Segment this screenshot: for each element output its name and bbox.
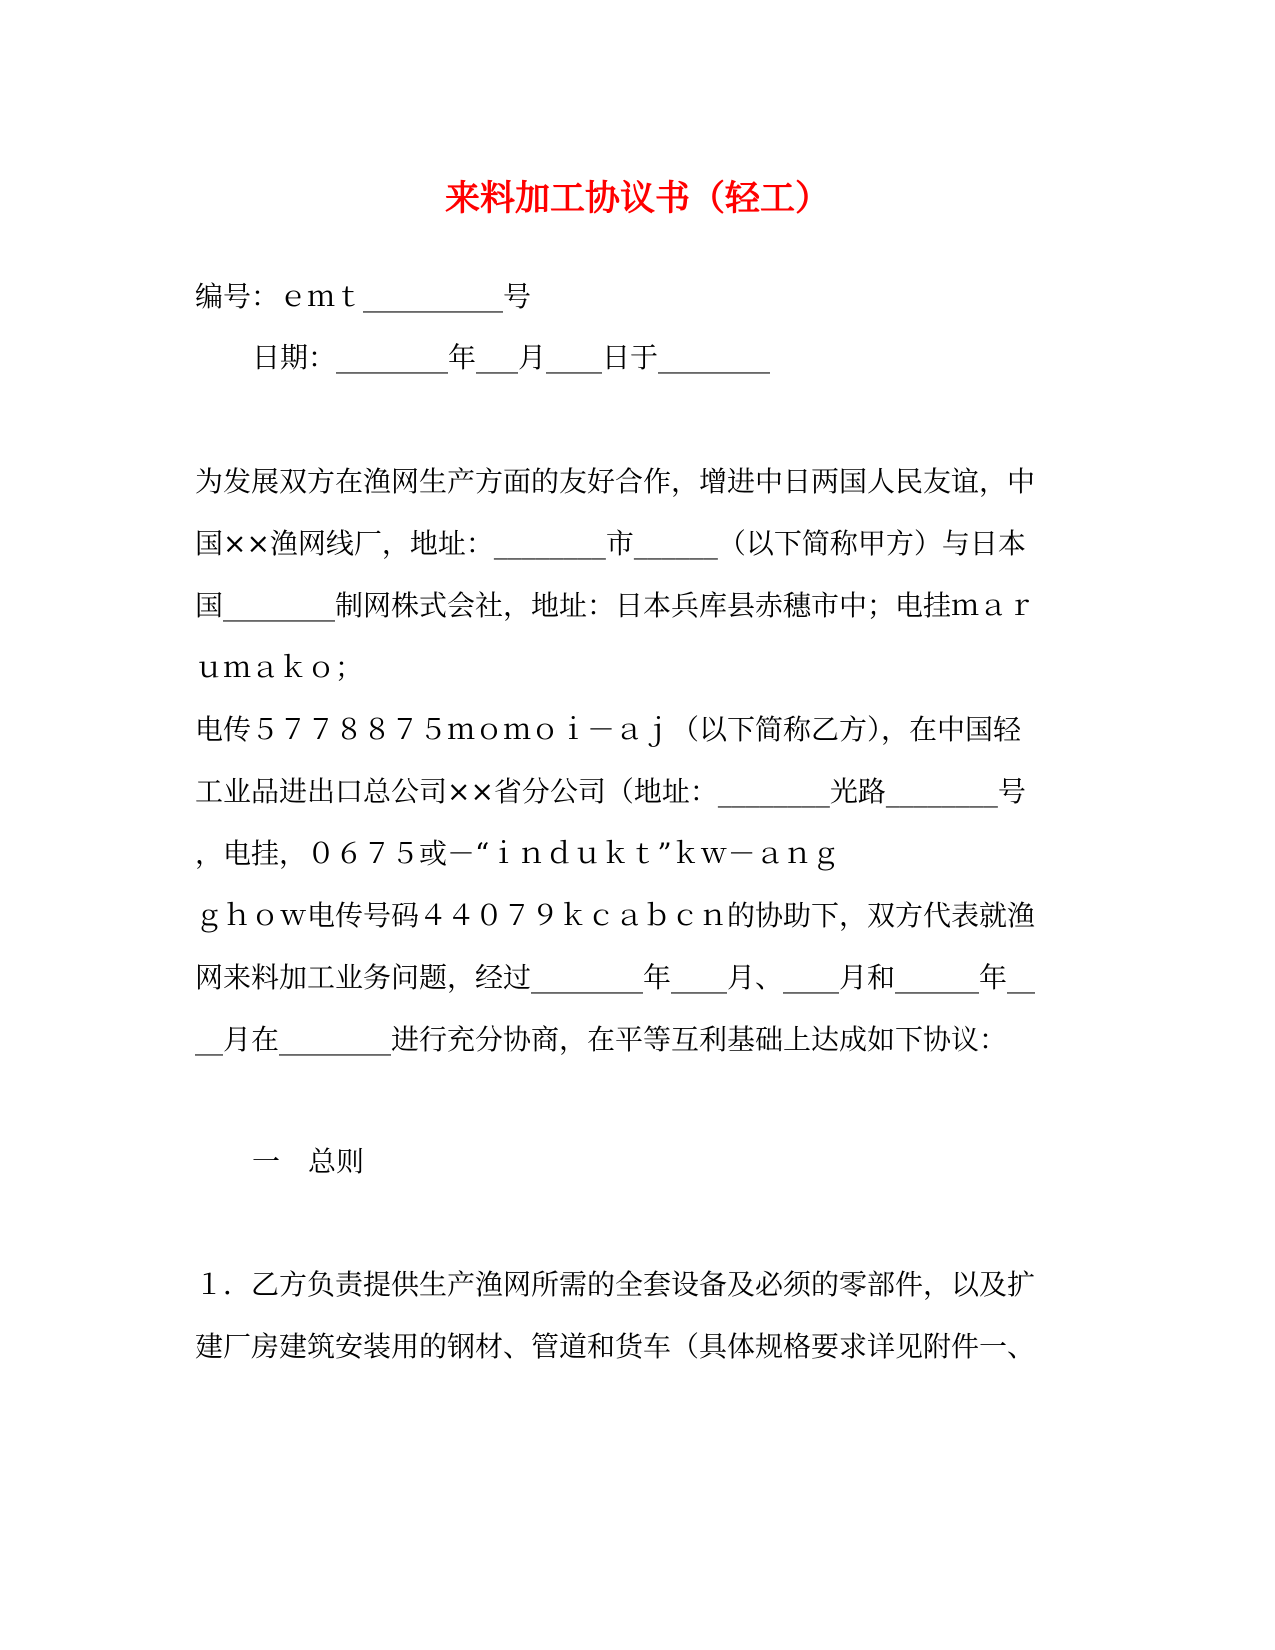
clause-line: １．乙方负责提供生产渔网所需的全套设备及必须的零部件，以及扩: [195, 1268, 1036, 1301]
preamble-line: 电传５７７８８７５ｍｏｍｏｉ－ａｊ（以下简称乙方），在中国轻: [195, 713, 1022, 746]
preamble-line: ｕｍａｋｏ；: [195, 651, 364, 684]
clause-line: 建厂房建筑安装用的钢材、管道和货车（具体规格要求详见附件一、: [195, 1330, 1036, 1363]
preamble-line: __月在________进行充分协商，在平等互利基础上达成如下协议：: [195, 1023, 1008, 1056]
contract-number-line: 编号：ｅｍｔ__________号: [195, 280, 532, 313]
preamble-line: 为发展双方在渔网生产方面的友好合作，增进中日两国人民友谊，中: [195, 465, 1036, 498]
section-heading: 一 总则: [252, 1145, 365, 1178]
preamble-line: ，电挂，０６７５或－“ｉｎｄｕｋｔ”ｋｗ－ａｎｇ: [195, 837, 840, 870]
date-line: 日期：________年___月____日于________: [252, 341, 771, 374]
preamble-line: 国××渔网线厂，地址：________市______（以下简称甲方）与日本: [195, 527, 1026, 560]
preamble-line: 网来料加工业务问题，经过________年____月、____月和______年__: [195, 961, 1036, 994]
preamble-line: 国________制网株式会社，地址：日本兵库县赤穗市中；电挂ｍａｒ: [195, 589, 1036, 622]
document-title: 来料加工协议书（轻工）: [444, 178, 830, 219]
preamble-line: 工业品进出口总公司××省分公司（地址：________光路________号: [195, 775, 1026, 808]
preamble-line: ｇｈｏｗ电传号码４４０７９ｋｃａｂｃｎ的协助下，双方代表就渔: [195, 899, 1036, 932]
